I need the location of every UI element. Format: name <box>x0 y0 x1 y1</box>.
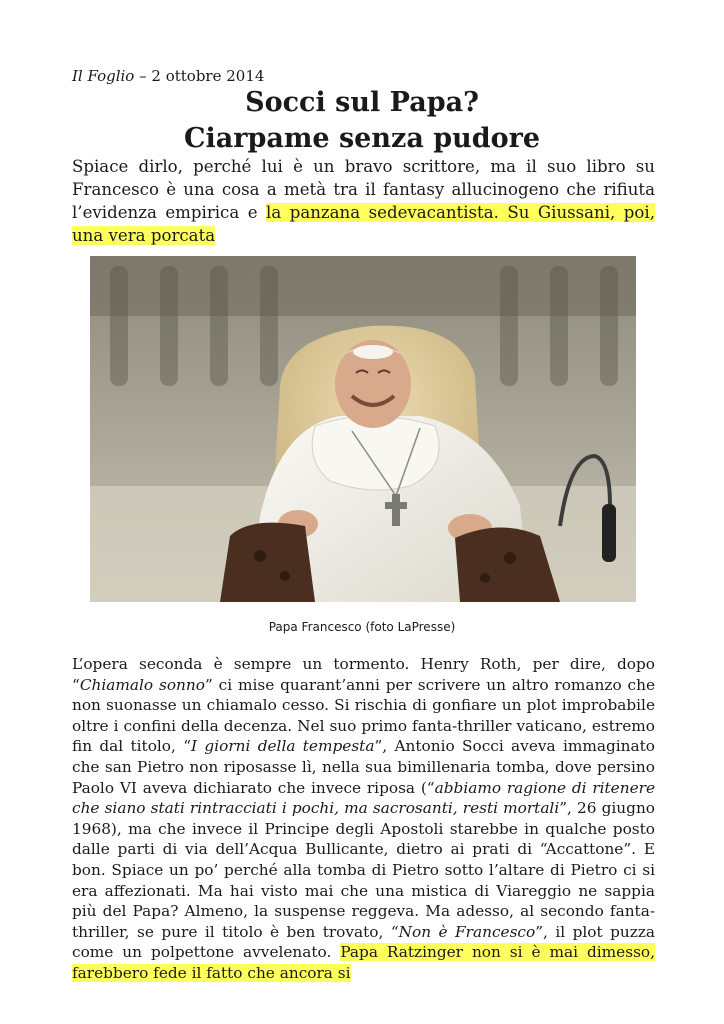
source-separator: – <box>134 67 152 85</box>
article-title-line-2: Ciarpame senza pudore <box>183 123 541 154</box>
publication-date: 2 ottobre 2014 <box>151 67 265 85</box>
body-segment: L’opera seconda è sempre un tormento. Henry Roth, per dire, dopo “ <box>72 655 655 694</box>
photo-caption: Papa Francesco (foto LaPresse) <box>268 620 456 634</box>
lead-text: Spiace dirlo, perché lui è un bravo scrittore, ma il suo libro su Francesco è una cosa a metà tra il fantasy allucinogeno che rifiuta l’evidenza empirica e <box>72 157 655 222</box>
body-segment: ”, il plot puzza come un polpettone avvelenato. <box>72 922 655 962</box>
body-segment: ”, Antonio Socci aveva immaginato che san Pietro non riposasse lì, nella sua bimillenaria tomba, dove persino Paolo VI aveva dichiarato che invece riposa (“ <box>72 737 655 797</box>
body-italic-segment: I giorni della tempesta <box>191 737 375 756</box>
source-line <box>72 66 264 86</box>
pope-photo-illustration <box>90 256 636 602</box>
article-photo <box>90 256 636 602</box>
body-highlighted-text: Papa Ratzinger non si è mai dimesso, farebbero fede il fatto che ancora si <box>72 943 655 982</box>
lead-highlighted-text: la panzana sedevacantista. Su Giussani, poi, una vera porcata <box>72 203 655 245</box>
body-italic-segment: Non è Francesco <box>398 922 536 941</box>
body-segment: ” ci mise quarant’anni per scrivere un altro romanzo che non suonasse un chiamalo cesso. Si rischia di gonfiare un plot improbabile oltre i confini della decenza. Nel suo primo fanta-thriller vaticano, estremo fin dal titolo, “ <box>72 675 656 756</box>
body-italic-segment: Chiamalo sonno <box>79 675 205 694</box>
newspaper-name: Il Foglio <box>72 67 135 85</box>
body-segment: ”, 26 giugno 1968), ma che invece il Principe degli Apostoli starebbe in qualche posto dalle parti di via dell’Acqua Bullicante, dietro ai prati di “Accattone”. E bon. Spiace un po’ perché alla tomba di Pietro sotto l’altare di Pietro ci si era affezionati. Ma hai visto mai che una mistica di Viareggio ne sappia più del Papa? Almeno, la suspense reggeva. Ma adesso, al secondo fanta-thriller, se pure il titolo è ben trovato, “ <box>72 799 656 941</box>
article-body <box>72 654 655 984</box>
article-lead <box>72 155 655 247</box>
body-italic-segment: abbiamo ragione di ritenere che siano stati rintracciati i pochi, ma sacrosanti, resti mortali <box>72 778 656 818</box>
article-title-line-1: Socci sul Papa? <box>245 87 479 118</box>
